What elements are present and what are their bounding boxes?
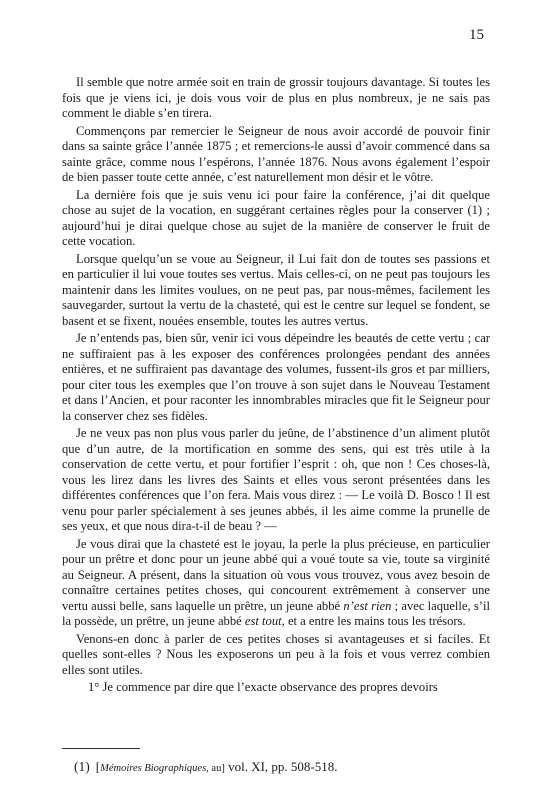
footnote-divider [62,748,140,749]
emphasis-text: est tout [244,614,282,628]
footnote-marker: (1) [74,759,90,774]
footnote-bracket-text: au] [208,763,225,774]
paragraph: Venons-en donc à parler de ces petites choses si avantageuses et si faciles. Et quelles sont-elles ? Nous les exposerons un peu à la fois et vous verrez combien elles sont utiles. [62,631,490,677]
paragraph: Lorsque quelqu’un se voue au Seigneur, il Lui fait don de toutes ses passions et en particulier il lui voue toutes ses vertus. Mais celles-ci, on ne peut pas toujours les maintenir dans les limites voulues, on ne peut pas, par nous-mêmes, facilement les sauvegarder, surtout la vertu de la chasteté, qui est le centre sur lequel se fondent, se basent et se fixent, nouées ensemble, toutes les autres vertus. [62,251,490,328]
paragraph: Je n’entends pas, bien sûr, venir ici vous dépeindre les beautés de cette vertu ; car ne suffiraient pas à les exposer des conférences prolongées pendant des années entières, et ne suffiraient pas davantage des volumes, fussent-ils gros et par milliers, pour citer tous les exemples que l’on trouve à son sujet dans le Nouveau Testament et dans l’Ancien, et pour raconter les innombrables miracles que fit le Seigneur pour la conserver chez ses fidèles. [62,331,490,423]
paragraph: Commençons par remercier le Seigneur de nous avoir accordé de pouvoir finir dans sa sainte grâce l’année 1875 ; et remercions-le aussi d’avoir commencé dans sa sainte grâce, comme nous l’espérons, l’année 1876. Nous avons également l’espoir de bien passer toute cette année, c’est naturellement mon désir et le vôtre. [62,123,490,184]
page-number: 15 [469,27,484,43]
paragraph [62,537,490,630]
paragraph: Il semble que notre armée soit en train de grossir toujours davantage. Si toutes les fois que je viens ici, je dois vous voir de plus en plus nombreux, je ne sais pas comment le diable s’en tirera. [62,75,490,120]
paragraph: Je ne veux pas non plus vous parler du jeûne, de l’abstinence d’un aliment plutôt que d’un autre, de la mortification en somme des sens, qui est très utile à la conservation de cette vertu, et pour fortifier l’esprit : oh, que non ! Ces choses-là, vous les lirez dans les livres des Saints et elles vous seront présentées dans les différentes conférences que l’on fera. Mais vous direz : — Le voilà D. Bosco ! Il est venu pour parler spécialement à ses jeunes abbés, il les aime comme la prunelle de ses yeux, et que nous dira-t-il de beau ? — [62,426,490,533]
paragraph-text: Je vous dirai que la chasteté est le joyau, la perle la plus précieuse, en particulier pour un prêtre et donc pour un jeune abbé qui a voué toute sa vie, toute sa virginité au Seigneur. A présent, dans la situation où vous vous trouvez, vous avez besoin de connaître certaines petites choses, qui concourent extrêmement à conserver une vertu aussi belle, sans laquelle un prêtre, un jeune abbé [62,536,490,613]
footnote [74,759,494,776]
footnote-bracket: [ [95,759,101,774]
paragraph: 1° Je commence par dire que l’exacte observance des propres devoirs [88,680,438,694]
paragraph: La dernière fois que je suis venu ici pour faire la conférence, j’ai dit quelque chose au sujet de la vocation, en suggérant certaines règles pour la conserver (1) ; aujourd’hui je dirai quelque chose au sujet de la manière de conserver le fruit de cette vocation. [62,187,490,248]
body-text [62,75,490,698]
footnote-reference: vol. XI, pp. 508-518. [224,759,338,774]
paragraph-text: ; avec laquelle, s’il la possède, un prêtre, un jeune abbé [62,598,490,628]
emphasis-text: n’est rien [343,598,392,613]
paragraph-text: , et a entre les mains tous les trésors. [281,614,466,628]
footnote-work-title: Mémoires Biographiques, [100,763,209,774]
